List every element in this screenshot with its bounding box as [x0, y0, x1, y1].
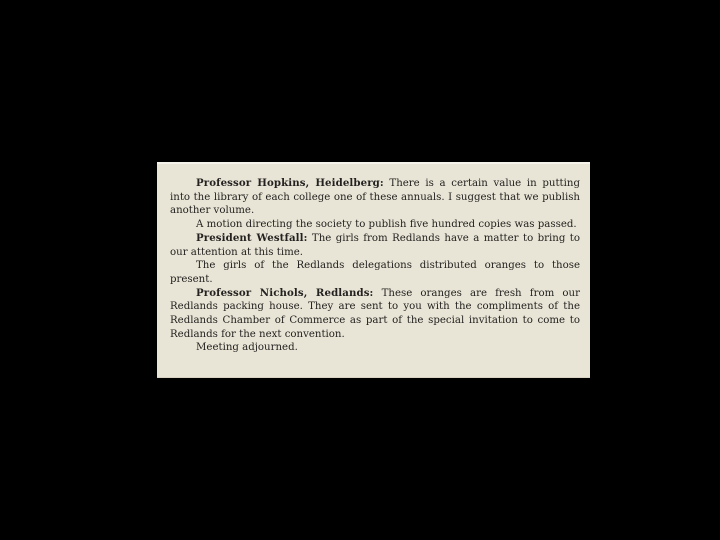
speaker-label: Professor Nichols, Redlands: [196, 286, 374, 299]
paragraph-nichols [170, 287, 580, 342]
paragraph-motion [170, 218, 580, 232]
paragraph-hopkins [170, 177, 580, 218]
paragraph-text: A motion directing the society to publish five hundred copies was passed. [196, 219, 577, 231]
paragraph-text: Meeting adjourned. [196, 342, 298, 354]
speaker-label: Professor Hopkins, Heidelberg: [196, 177, 384, 189]
paragraph-westfall [170, 232, 580, 259]
paragraph-text: There is a certain value in putting into the library of each college one of these annuals. I suggest that we publish another volume. [170, 178, 580, 217]
paragraph-text: These oranges are fresh from our Redlands packing house. They are sent to you with the compliments of the Redlands Chamber of Commerce as part of the special invitation to come to Redlands for the next convention. [170, 287, 580, 340]
document-clipping [157, 162, 590, 378]
speaker-label: President Westfall: [196, 231, 308, 244]
paragraph-text: The girls from Redlands have a matter to bring to our attention at this time. [170, 232, 580, 258]
paragraph-oranges [170, 259, 580, 286]
paragraph-text: The girls of the Redlands delegations distributed oranges to those present. [170, 260, 580, 285]
paragraph-adjourned [170, 341, 580, 355]
